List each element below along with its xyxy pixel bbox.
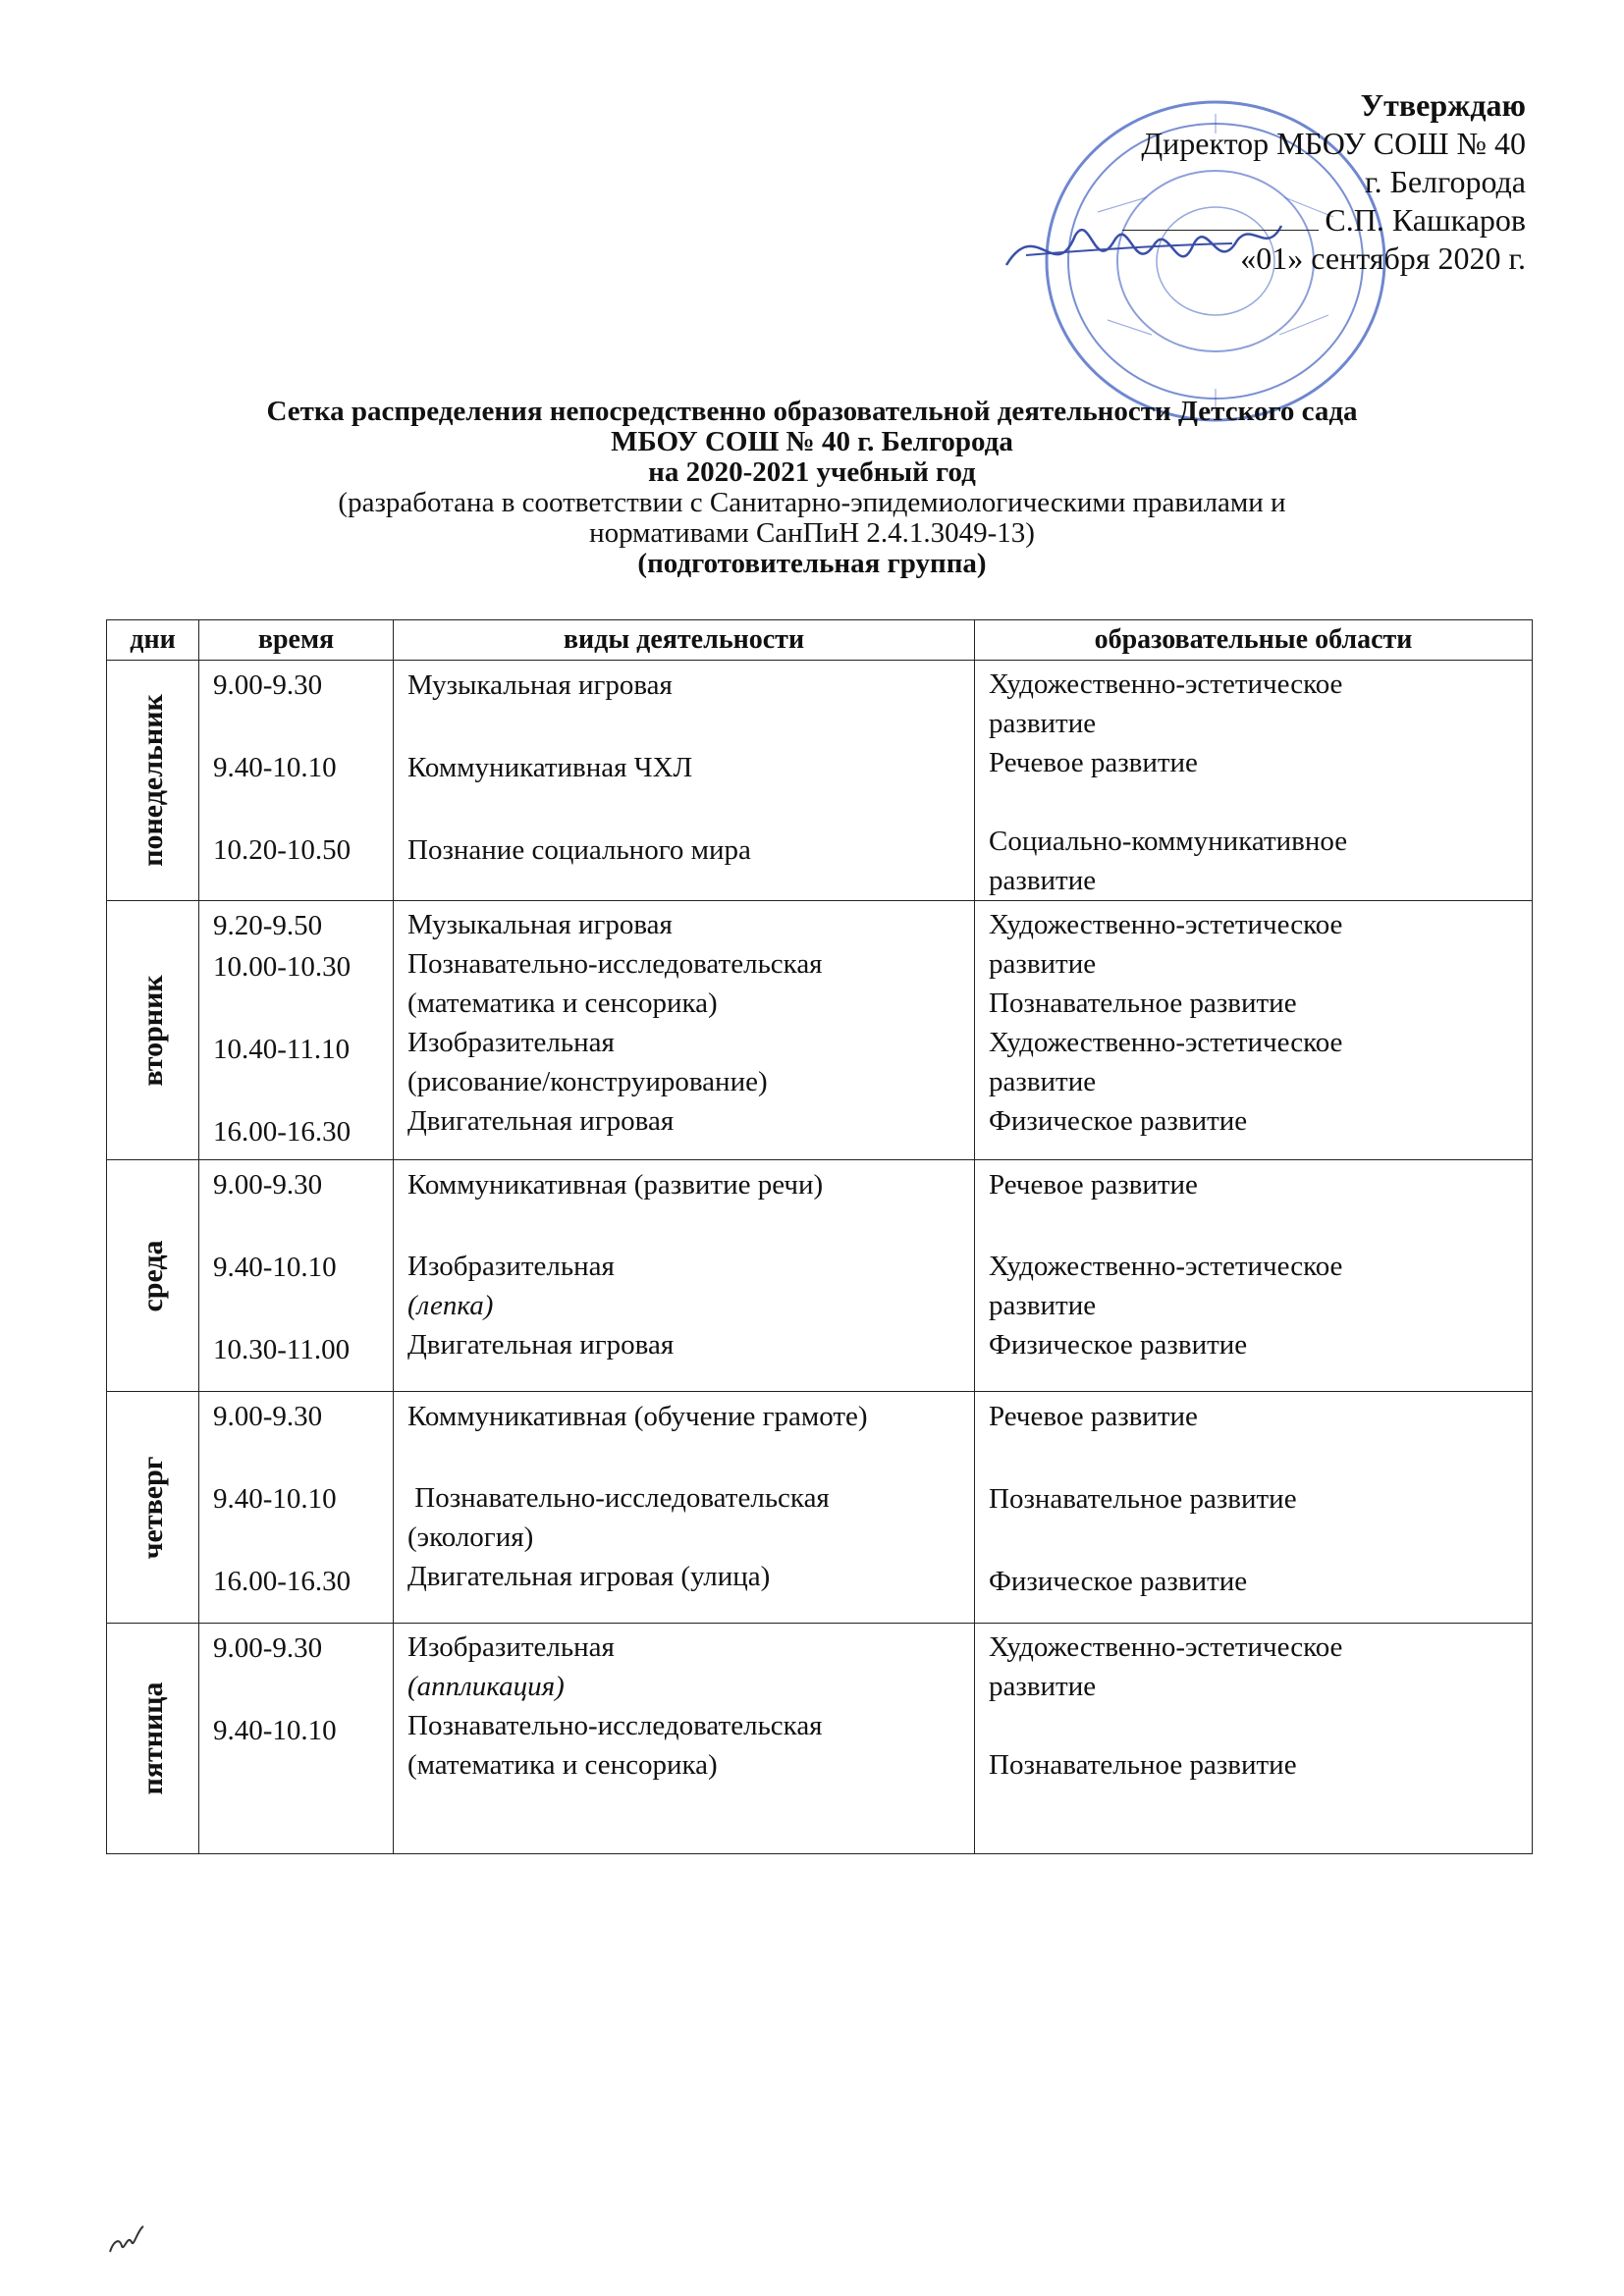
activity-line: Познавательно-исследовательская bbox=[407, 1482, 830, 1514]
time-slot: 9.00-9.30 bbox=[213, 1401, 323, 1432]
activity-line: Коммуникативная ЧХЛ bbox=[407, 752, 693, 783]
time-slot bbox=[213, 1437, 383, 1478]
area-line bbox=[989, 782, 1522, 822]
area-line bbox=[989, 1520, 1522, 1561]
activity-line: Познание социального мира bbox=[407, 834, 751, 866]
time-slot bbox=[213, 788, 383, 829]
area-line bbox=[989, 1205, 1522, 1247]
time-cell bbox=[199, 901, 394, 1160]
activity-line: (лепка) bbox=[407, 1290, 494, 1321]
time-cell bbox=[199, 1624, 394, 1854]
activity-cell bbox=[394, 1624, 975, 1854]
director-name: С.П. Кашкаров bbox=[1325, 202, 1526, 238]
table-row bbox=[107, 661, 1533, 901]
activity-line bbox=[407, 1205, 964, 1247]
activity-line: Изобразительная bbox=[407, 1027, 615, 1058]
time-slot: 9.40-10.10 bbox=[213, 1252, 337, 1283]
area-line: Речевое развитие bbox=[989, 1169, 1198, 1201]
area-cell bbox=[975, 661, 1533, 901]
activity-line: Двигательная игровая bbox=[407, 1105, 675, 1137]
time-slot: 10.40-11.10 bbox=[213, 1034, 351, 1065]
time-slot bbox=[213, 1070, 383, 1111]
activity-cell bbox=[394, 1160, 975, 1392]
area-line: развитие bbox=[989, 1066, 1097, 1097]
activity-line bbox=[407, 706, 964, 747]
area-line: Художественно-эстетическое bbox=[989, 668, 1343, 700]
time-slot: 9.00-9.30 bbox=[213, 1169, 323, 1201]
activity-line: (рисование/конструирование) bbox=[407, 1066, 768, 1097]
activity-cell bbox=[394, 661, 975, 901]
time-cell bbox=[199, 1160, 394, 1392]
area-line: развитие bbox=[989, 1290, 1097, 1321]
area-line: Речевое развитие bbox=[989, 1401, 1198, 1432]
area-line: Художественно-эстетическое bbox=[989, 1251, 1343, 1282]
title-line-5: нормативами СанПиН 2.4.1.3049-13) bbox=[589, 517, 1035, 549]
day-label: среда bbox=[135, 1239, 169, 1312]
time-slot bbox=[213, 1288, 383, 1329]
time-slot bbox=[213, 1520, 383, 1561]
day-cell bbox=[107, 1392, 199, 1624]
area-line bbox=[989, 1706, 1522, 1745]
activity-line: (экология) bbox=[407, 1522, 534, 1553]
area-line: Физическое развитие bbox=[989, 1105, 1248, 1137]
signature-line bbox=[1122, 230, 1319, 231]
activity-line: Двигательная игровая (улица) bbox=[407, 1561, 771, 1592]
activity-line: Музыкальная игровая bbox=[407, 669, 673, 701]
time-slot: 9.00-9.30 bbox=[213, 1632, 323, 1664]
area-cell bbox=[975, 1624, 1533, 1854]
area-line: Физическое развитие bbox=[989, 1566, 1248, 1597]
approval-city: г. Белгорода bbox=[1365, 164, 1526, 199]
table-row bbox=[107, 1392, 1533, 1624]
time-slot: 16.00-16.30 bbox=[213, 1116, 352, 1148]
table-header-row bbox=[107, 620, 1533, 661]
time-slot: 16.00-16.30 bbox=[213, 1566, 352, 1597]
time-cell bbox=[199, 661, 394, 901]
day-cell bbox=[107, 661, 199, 901]
table-row bbox=[107, 901, 1533, 1160]
col-header-activities: виды деятельности bbox=[394, 620, 975, 661]
document-title bbox=[0, 397, 1624, 579]
day-label: четверг bbox=[135, 1456, 169, 1559]
area-line: Социально-коммуникативное bbox=[989, 826, 1348, 857]
activity-cell bbox=[394, 901, 975, 1160]
day-cell bbox=[107, 1624, 199, 1854]
activity-line: Коммуникативная (обучение грамоте) bbox=[407, 1401, 868, 1432]
area-line: Художественно-эстетическое bbox=[989, 909, 1343, 940]
approval-date: «01» сентября 2020 г. bbox=[1240, 240, 1526, 276]
area-line bbox=[989, 1437, 1522, 1478]
area-line: Художественно-эстетическое bbox=[989, 1631, 1343, 1663]
time-slot: 9.40-10.10 bbox=[213, 1715, 337, 1746]
col-header-time: время bbox=[199, 620, 394, 661]
activity-line: Коммуникативная (развитие речи) bbox=[407, 1169, 824, 1201]
day-label: понедельник bbox=[135, 694, 169, 867]
time-slot bbox=[213, 706, 383, 747]
area-line: развитие bbox=[989, 865, 1097, 896]
title-line-4: (разработана в соответствии с Санитарно-эпидемиологическими правилами и bbox=[338, 487, 1286, 518]
time-cell bbox=[199, 1392, 394, 1624]
time-slot: 9.20-9.50 bbox=[213, 910, 323, 941]
day-label: вторник bbox=[135, 974, 169, 1087]
time-slot: 9.00-9.30 bbox=[213, 669, 323, 701]
title-line-1: Сетка распределения непосредственно образовательной деятельности Детского сада bbox=[266, 396, 1358, 427]
time-slot: 10.30-11.00 bbox=[213, 1334, 351, 1365]
area-line: развитие bbox=[989, 1671, 1097, 1702]
area-line: Речевое развитие bbox=[989, 747, 1198, 778]
activity-line bbox=[407, 788, 964, 829]
activity-line: Музыкальная игровая bbox=[407, 909, 673, 940]
activity-line: Изобразительная bbox=[407, 1631, 615, 1663]
activity-line: Познавательно-исследовательская bbox=[407, 948, 823, 980]
area-line: развитие bbox=[989, 948, 1097, 980]
area-line: развитие bbox=[989, 708, 1097, 739]
title-line-2: МБОУ СОШ № 40 г. Белгорода bbox=[611, 426, 1013, 457]
time-slot bbox=[213, 1205, 383, 1247]
col-header-areas: образовательные области bbox=[975, 620, 1533, 661]
area-cell bbox=[975, 1160, 1533, 1392]
table-row bbox=[107, 1624, 1533, 1854]
group-name: (подготовительная группа) bbox=[637, 548, 987, 579]
approval-heading: Утверждаю bbox=[1360, 87, 1526, 123]
activity-line: (математика и сенсорика) bbox=[407, 1749, 718, 1781]
activity-line: Изобразительная bbox=[407, 1251, 615, 1282]
area-cell bbox=[975, 1392, 1533, 1624]
time-slot: 9.40-10.10 bbox=[213, 752, 337, 783]
activity-line: (математика и сенсорика) bbox=[407, 988, 718, 1019]
activity-cell bbox=[394, 1392, 975, 1624]
day-cell bbox=[107, 901, 199, 1160]
area-line: Познавательное развитие bbox=[989, 988, 1297, 1019]
activity-line: Познавательно-исследовательская bbox=[407, 1710, 823, 1741]
area-line: Познавательное развитие bbox=[989, 1749, 1297, 1781]
area-line: Физическое развитие bbox=[989, 1329, 1248, 1361]
day-label: пятница bbox=[135, 1682, 169, 1795]
time-slot: 9.40-10.10 bbox=[213, 1483, 337, 1515]
time-slot bbox=[213, 1669, 383, 1710]
schedule-table bbox=[106, 619, 1533, 1854]
col-header-days: дни bbox=[107, 620, 199, 661]
day-cell bbox=[107, 1160, 199, 1392]
area-line: Познавательное развитие bbox=[989, 1483, 1297, 1515]
activity-line: Двигательная игровая bbox=[407, 1329, 675, 1361]
signature-line-row bbox=[1122, 201, 1526, 240]
activity-line: (аппликация) bbox=[407, 1671, 565, 1702]
table-row bbox=[107, 1160, 1533, 1392]
time-slot: 10.20-10.50 bbox=[213, 834, 352, 866]
area-line: Художественно-эстетическое bbox=[989, 1027, 1343, 1058]
director-position: Директор МБОУ СОШ № 40 bbox=[1141, 126, 1526, 161]
activity-line bbox=[407, 1437, 964, 1478]
time-slot bbox=[213, 988, 383, 1029]
initials-mark bbox=[106, 2220, 145, 2260]
approval-block bbox=[1122, 86, 1526, 278]
title-line-3: на 2020-2021 учебный год bbox=[648, 456, 976, 488]
area-cell bbox=[975, 901, 1533, 1160]
time-slot: 10.00-10.30 bbox=[213, 951, 352, 983]
